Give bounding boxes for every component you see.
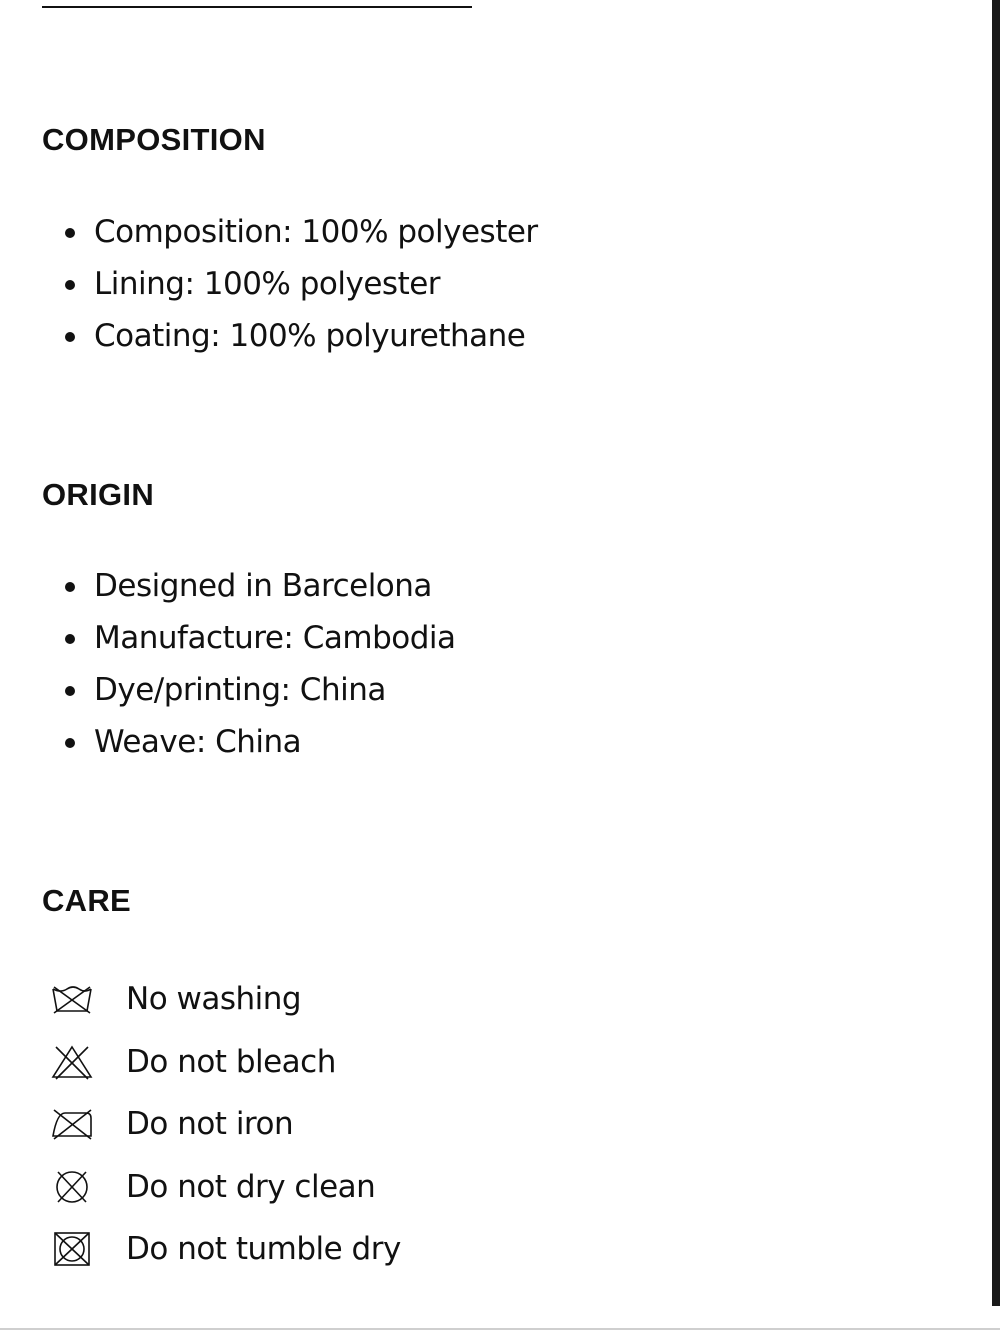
bullet-icon <box>65 634 75 644</box>
lining-item-text: Lining: 100% polyester <box>94 266 441 302</box>
care-item-do-not-dry-clean <box>48 1156 401 1219</box>
do-not-bleach-icon <box>48 1042 96 1082</box>
care-label: Do not dry clean <box>126 1168 376 1205</box>
origin-list <box>62 560 456 768</box>
no-washing-icon <box>48 979 96 1019</box>
care-label: Do not tumble dry <box>126 1231 401 1268</box>
care-list <box>48 968 401 1281</box>
composition-list <box>62 206 538 362</box>
bullet-icon <box>65 738 75 748</box>
list-item <box>62 560 456 612</box>
composition-item-text: Composition: 100% polyester <box>94 214 538 250</box>
care-heading: CARE <box>42 883 132 918</box>
list-item <box>62 664 456 716</box>
list-item <box>62 310 538 362</box>
bullet-icon <box>65 228 75 238</box>
designed-item-text: Designed in Barcelona <box>94 568 432 604</box>
care-item-do-not-bleach <box>48 1031 401 1094</box>
scrollbar[interactable] <box>992 0 1000 1306</box>
list-item <box>62 258 538 310</box>
bullet-icon <box>65 582 75 592</box>
manufacture-item-text: Manufacture: Cambodia <box>94 620 456 656</box>
list-item <box>62 716 456 768</box>
bullet-icon <box>65 332 75 342</box>
do-not-tumble-dry-icon <box>48 1229 96 1269</box>
bullet-icon <box>65 280 75 290</box>
care-item-do-not-tumble-dry <box>48 1218 401 1281</box>
origin-heading: ORIGIN <box>42 477 155 512</box>
coating-item-text: Coating: 100% polyurethane <box>94 318 526 354</box>
care-label: No washing <box>126 981 302 1018</box>
list-item <box>62 612 456 664</box>
care-item-no-washing <box>48 968 401 1031</box>
care-item-do-not-iron <box>48 1093 401 1156</box>
top-divider <box>42 6 472 8</box>
care-label: Do not bleach <box>126 1043 336 1080</box>
do-not-iron-icon <box>48 1104 96 1144</box>
composition-heading: COMPOSITION <box>42 122 266 157</box>
care-label: Do not iron <box>126 1106 294 1143</box>
dye-printing-item-text: Dye/printing: China <box>94 672 386 708</box>
weave-item-text: Weave: China <box>94 724 302 760</box>
bullet-icon <box>65 686 75 696</box>
do-not-dry-clean-icon <box>48 1167 96 1207</box>
list-item <box>62 206 538 258</box>
